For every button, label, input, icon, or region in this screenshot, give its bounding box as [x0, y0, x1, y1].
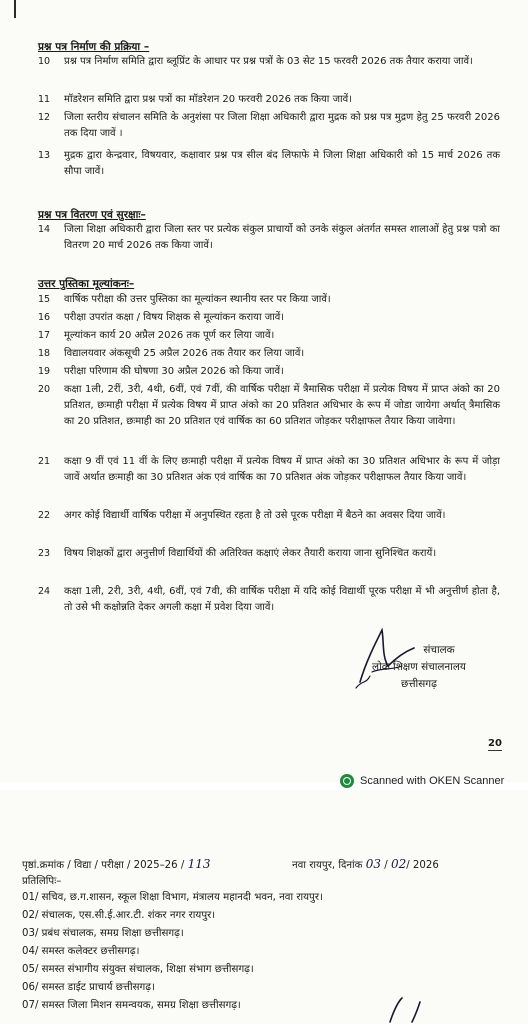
item-text: अगर कोई विद्यार्थी वार्षिक परीक्षा में अनुपस्थित रहता है तो उसे पूरक परीक्षा में बैठने का अवसर दिया जावें।: [64, 510, 446, 521]
signatory-state: छत्तीसगढ़: [401, 678, 437, 690]
item-number: 23: [38, 548, 51, 559]
copy-to-item: 01/ सचिव, छ.ग.शासन, स्कूल शिक्षा विभाग, मंत्रालय महानदी भवन, नवा रायपुर।: [22, 892, 323, 903]
page-number: 20: [488, 738, 502, 749]
signatory-designation: संचालक: [423, 644, 455, 656]
list-item: [38, 584, 500, 616]
item-text: परीक्षा उपरांत कक्षा / विषय शिक्षक से मूल्यांकन कराया जावें।: [64, 312, 285, 323]
item-number: 24: [38, 586, 51, 597]
list-item: [38, 54, 500, 70]
item-number: 15: [38, 294, 51, 305]
reference-date-label: नवा रायपुर, दिनांक: [292, 860, 363, 871]
item-number: 21: [38, 456, 51, 467]
item-text: मूल्यांकन कार्य 20 अप्रैल 2026 तक पूर्ण कर लिया जावें।: [64, 330, 275, 341]
item-text: जिला स्तरीय संचालन समिति के अनुशंसा पर जिला शिक्षा अधिकारी द्वारा मुद्रक को प्रश्न पत्र मुद्रण हेतु 25 फरवरी 2026 तक दिया जावें ।: [64, 112, 500, 139]
item-text: वार्षिक परीक्षा की उत्तर पुस्तिका का मूल्यांकन स्थानीय स्तर पर किया जावें।: [64, 294, 331, 305]
list-item: [38, 508, 500, 524]
list-item: [38, 364, 500, 380]
item-number: 12: [38, 112, 51, 123]
item-number: 11: [38, 94, 51, 105]
reference-date: नवा रायपुर, दिनांक 03 / 02/ 2026: [292, 857, 439, 871]
item-text: मुद्रक द्वारा केन्द्रवार, विषयवार, कक्षावार प्रश्न पत्र सील बंद लिफाफे मे जिला शिक्षा अधिकारी को 15 मार्च 2026 तक सौपा जावें।: [64, 150, 500, 177]
list-item: [38, 454, 500, 486]
section-heading-answer-book-evaluation: उत्तर पुस्तिका मूल्यांकनः–: [38, 278, 135, 290]
copy-to-item: 07/ समस्त जिला मिशन समन्वयक, समग्र शिक्षा छत्तीसगढ़।: [22, 1000, 241, 1011]
list-item: [38, 92, 500, 108]
copy-to-item: 03/ प्रबंध संचालक, समग्र शिक्षा छत्तीसगढ़।: [22, 928, 184, 939]
signatory-office: लोक शिक्षण संचालनालय: [372, 661, 466, 673]
scanner-watermark: [340, 774, 504, 788]
copy-to-item: 04/ समस्त कलेक्टर छत्तीसगढ़।: [22, 946, 140, 957]
item-text: जिला शिक्षा अधिकारी द्वारा जिला स्तर पर प्रत्येक संकुल प्राचार्यो को उनके संकुल अंतर्गत समस्त शालाओं हेतु प्रश्न पत्रो का वितरण 20 मार्च 2026 तक किया जावें।: [64, 224, 500, 251]
item-text: मॉडरेशन समिति द्वारा प्रश्न पत्रों का मॉडरेशन 20 फरवरी 2026 तक किया जावें।: [64, 94, 352, 105]
list-item: [38, 346, 500, 362]
copy-to-item: 06/ समस्त डाईट प्राचार्य छत्तीसगढ़।: [22, 982, 155, 993]
page-edge-mark: [14, 0, 16, 18]
date-day-handwritten: 03: [365, 857, 382, 871]
date-year: 2026: [412, 860, 439, 871]
item-text: विषय शिक्षकों द्वारा अनुत्तीर्ण विद्यार्थियों की अतिरिक्त कक्षाएं लेकर तैयारी कराया जाना सुनिश्चित करायें।: [64, 548, 437, 559]
copy-to-item: 02/ संचालक, एस.सी.ई.आर.टी. शंकर नगर रायपुर।: [22, 910, 216, 921]
section-heading-question-paper-preparation: प्रश्न पत्र निर्माण की प्रक्रिया –: [38, 41, 150, 53]
item-text: कक्षा 1ली, 2रीं, 3री, 4थी, 6वीं, एवं 7वीं, की वार्षिक परीक्षा में त्रैमासिक परीक्षा में प्रत्येक विषय में प्राप्त अंको का 20 प्रतिशत, छःमाही परीक्षा में प्रत्येक विषय में प्राप्त अंको का 20 प्रतिशत अधिभार के रूप में जोडा जायेगा अर्थात् त्रैमासिक का 20 प्रतिशत, छःमाही का 20 प्रतिशत एवं वार्षिक का 60 प्रतिशत जोड़कर परीक्षाफल तैयार किया जावेगा।: [64, 384, 500, 427]
item-text: विद्यालयवार अंकसूची 25 अप्रैल 2026 तक तैयार कर लिया जावें।: [64, 348, 305, 359]
item-number: 22: [38, 510, 51, 521]
signature-block: [334, 642, 504, 693]
item-text: प्रश्न पत्र निर्माण समिति द्वारा ब्लूप्रिंट के आधार पर प्रश्न पत्रों के 03 सेट 15 फरवरी 2026 तक तैयार कराया जावें।: [64, 56, 473, 67]
item-text: कक्षा 1ली, 2री, 3री, 4थी, 6वीं, एवं 7वी, की वार्षिक परीक्षा में यदि कोई विद्यार्थी पूरक परीक्षा में भी अनुत्तीर्ण होता है, तो उसे भी कक्षोन्नति देकर अगली कक्षा में प्रवेश दिया जावें।: [64, 586, 500, 613]
item-number: 13: [38, 150, 51, 161]
list-item: [38, 310, 500, 326]
copy-to-heading: प्रतिलिपिः–: [22, 876, 62, 887]
item-text: परीक्षा परिणाम की घोषणा 30 अप्रैल 2026 को किया जावें।: [64, 366, 284, 377]
reference-number-printed: पृष्ठां.क्रमांक / विद्या / परीक्षा / 2025–26 /: [22, 860, 185, 871]
reference-number: [22, 857, 210, 871]
list-item: [38, 292, 500, 308]
item-text: कक्षा 9 वीं एवं 11 वीं के लिए छःमाही परीक्षा में प्रत्येक विषय में प्राप्त अंको का 30 प्रतिशत अधिभार के रूप में जोड़ा जावें अर्थात छःमाही का 30 प्रतिशत अंक एवं वार्षिक का 70 प्रतिशत अंक जोड़कर परीक्षाफल तैयार किया जावें।: [64, 456, 500, 483]
partial-signature-mark: [384, 996, 444, 1024]
list-item: [38, 382, 500, 430]
list-item: [38, 328, 500, 344]
copy-to-item: 05/ समस्त संभागीय संयुक्त संचालक, शिक्षा संभाग छत्तीसगढ़।: [22, 964, 254, 975]
item-number: 18: [38, 348, 51, 359]
scanner-watermark-text: Scanned with OKEN Scanner: [360, 775, 505, 787]
item-number: 14: [38, 224, 51, 235]
reference-number-handwritten: 113: [187, 857, 211, 871]
item-number: 20: [38, 384, 51, 395]
list-item: [38, 148, 500, 180]
list-item: [38, 546, 500, 562]
item-number: 16: [38, 312, 51, 323]
item-number: 17: [38, 330, 51, 341]
item-number: 19: [38, 366, 51, 377]
date-month-handwritten: 02: [390, 857, 407, 871]
oken-scanner-icon: [340, 774, 354, 788]
item-number: 10: [38, 56, 51, 67]
list-item: [38, 110, 500, 142]
section-heading-distribution-security: प्रश्न पत्र वितरण एवं सुरक्षाः–: [38, 209, 146, 221]
list-item: [38, 222, 500, 254]
